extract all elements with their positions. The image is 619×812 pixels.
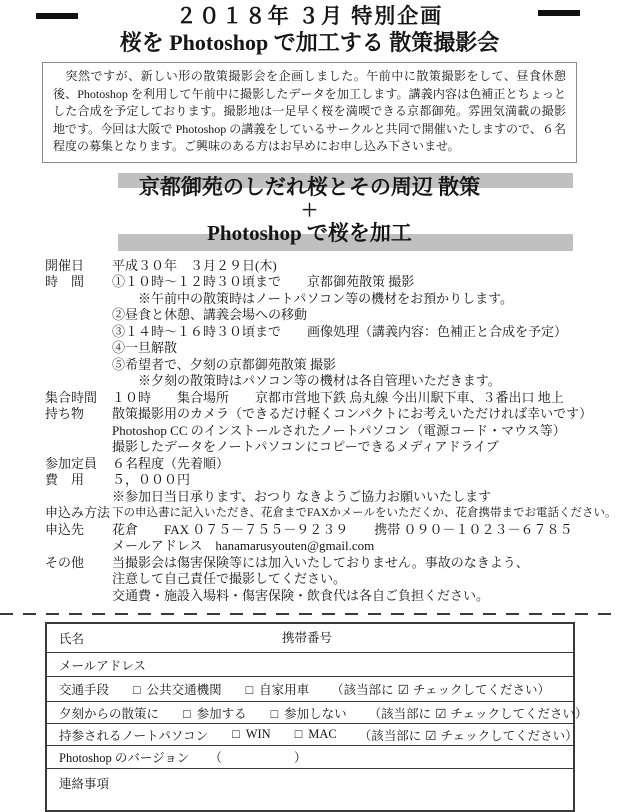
- intro-paragraph-box: [42, 62, 577, 163]
- detail-row-application-contact: [45, 522, 619, 555]
- transport-label: 交通手段: [59, 683, 110, 697]
- checkbox-icon: □: [183, 706, 191, 721]
- checked-checkbox-icon: ☑: [435, 706, 447, 721]
- evening-option-skip: 参加しない: [284, 706, 347, 721]
- evening-option-join: 参加する: [196, 706, 247, 721]
- detail-row-schedule: [45, 274, 619, 390]
- detail-value: 平成３０年 ３月２９日(木): [112, 257, 277, 273]
- detail-value: ５，０００円: [112, 472, 191, 487]
- form-row-transport: [47, 677, 573, 702]
- detail-value-email: メールアドレス hanamarusyouten@gmail.com: [112, 538, 375, 553]
- event-section-header: [0, 173, 619, 253]
- detail-value: ※午前中の散策時はノートパソコン等の機材をお預かりします。: [112, 290, 514, 306]
- event-details: [45, 258, 619, 605]
- form-row-evening-walk: [47, 702, 588, 724]
- check-note-pre: （該当部に: [331, 683, 394, 697]
- detail-label: 持ち物: [45, 406, 85, 421]
- detail-value: ②昼食と休憩、講義会場への移動: [112, 307, 308, 322]
- laptop-option-win: WIN: [245, 727, 271, 741]
- detail-value: ③１４時～１６時３０頃まで 画像処理（講義内容：色補正と合成を予定）: [112, 323, 568, 339]
- name-field-label: 氏名: [59, 632, 85, 646]
- form-row-remarks: [47, 769, 573, 810]
- detail-value: 交通費・施設入場料・傷害保険・飲食代は各自ご負担ください。: [112, 587, 490, 603]
- evening-walk-label: 夕刻からの散策に: [59, 706, 160, 721]
- detail-label: 開催日: [45, 257, 85, 273]
- form-row-name: [47, 624, 573, 653]
- detail-value: 花倉 FAX ０７５－７５５－９２３９ 携帯 ０９０－１０２３－６７８５: [112, 521, 573, 537]
- laptop-option-mac: MAC: [308, 727, 337, 741]
- plus-sign: ＋: [301, 200, 318, 220]
- flyer-title: [0, 0, 619, 56]
- check-note-pre: （該当部に: [368, 706, 432, 721]
- check-note-post: チェックしてください）: [440, 728, 578, 743]
- detail-row-date: [45, 258, 619, 275]
- application-form-table: [45, 622, 588, 812]
- detail-value: ④一旦解散: [112, 340, 178, 355]
- cut-line-dashed-separator: [0, 613, 619, 615]
- detail-label: 申込み方法: [45, 505, 111, 520]
- checked-checkbox-icon: ☑: [397, 683, 409, 697]
- section-title-walk: 京都御苑のしだれ桜とその周辺 散策: [138, 174, 481, 199]
- detail-value: 下の申込書に記入いただき、花倉までFAXかメールをいただくか、花倉携帯までお電話ください。: [112, 507, 617, 519]
- title-line-1: ２０１８年 ３月 特別企画: [175, 4, 444, 28]
- detail-row-fee: [45, 472, 619, 505]
- remarks-label: 連絡事項: [59, 777, 110, 791]
- detail-value: １０時 集合場所 京都市営地下鉄 烏丸線 今出川駅下車、３番出口 地上: [112, 389, 564, 405]
- detail-value: 撮影したデータをノートパソコンにコピーできるメディアドライブ: [112, 439, 499, 454]
- detail-label: 集合時間: [45, 389, 98, 405]
- detail-row-capacity: [45, 456, 619, 473]
- laptop-label: 持参されるノートパソコン: [59, 728, 209, 743]
- title-bar-left-icon: [36, 13, 78, 19]
- form-row-email: [47, 653, 573, 677]
- checkbox-icon: □: [133, 683, 141, 697]
- detail-row-other: [45, 555, 619, 605]
- section-title-photoshop: Photoshop で桜を加工: [207, 220, 412, 245]
- checkbox-icon: □: [294, 727, 303, 741]
- checkbox-icon: □: [245, 683, 254, 697]
- check-note-post: チェックしてください）: [450, 706, 588, 721]
- detail-value: ６名程度（先着順）: [112, 455, 230, 471]
- phone-field-label: 携帯番号: [282, 631, 333, 645]
- check-note-post: チェックしてください）: [412, 683, 551, 697]
- email-field-label: メールアドレス: [59, 658, 146, 673]
- checked-checkbox-icon: ☑: [425, 728, 437, 743]
- detail-value: 注意して自己責任で撮影してください。: [112, 571, 347, 586]
- form-row-laptop: [47, 724, 578, 746]
- detail-label: 費 用: [45, 472, 85, 487]
- detail-row-belongings: [45, 406, 619, 456]
- detail-value: ①１０時～１２時３０頃まで 京都御苑散策 撮影: [112, 274, 415, 289]
- detail-value: 散策撮影用のカメラ（できるだけ軽くコンパクトにお考えいただければ幸いです）: [112, 406, 593, 421]
- form-row-photoshop-version: [47, 746, 573, 769]
- intro-text: 突然ですが、新しい形の散策撮影会を企画しました。午前中に散策撮影をして、昼食休憩後、Photoshop を利用して午前中に撮影したデータを加工します。講義内容は色補正とちょっとした合成を予定しております。撮影地は一足早く桜を満喫できる京都御苑。雰囲気満載の撮影地です。今回は大阪で Photoshop の講義をしているサークルと共同で開催いたしますので、６名程度の募集となります。ご興味のある方はお早めにお申し込み下さいませ。: [53, 69, 566, 153]
- detail-value: 当撮影会は傷害保険等には加入いたしておりません。事故のなきよう、: [112, 554, 529, 570]
- detail-row-application-method: [45, 505, 619, 522]
- version-paren-open: （: [209, 751, 222, 765]
- checkbox-icon: □: [232, 727, 240, 741]
- detail-value: ※参加日当日承ります、おつり なきようご協力お願いいたします: [112, 488, 492, 504]
- detail-label: 参加定員: [45, 455, 98, 471]
- title-line-2: 桜を Photoshop で加工する 散策撮影会: [119, 30, 500, 55]
- detail-value: Photoshop CC のインストールされたノートパソコン（電源コード・マウス等）: [112, 422, 566, 438]
- title-bar-right-icon: [538, 10, 580, 16]
- detail-row-meeting: [45, 390, 619, 407]
- detail-label: 申込先: [45, 521, 85, 537]
- detail-label: その他: [45, 554, 85, 570]
- check-note-pre: （該当部に: [358, 728, 422, 743]
- detail-value: ⑤希望者で、夕刻の京都御苑散策 撮影: [112, 356, 336, 372]
- photoshop-version-label: Photoshop のバージョン: [59, 751, 190, 765]
- checkbox-icon: □: [270, 706, 279, 721]
- detail-label: 時 間: [45, 274, 85, 289]
- transport-option-car: 自家用車: [259, 683, 310, 697]
- transport-option-public: 公共交通機関: [146, 683, 222, 697]
- version-paren-close: ）: [293, 751, 307, 765]
- detail-value: ※夕刻の散策時はパソコン等の機材は各自管理いただきます。: [112, 373, 501, 388]
